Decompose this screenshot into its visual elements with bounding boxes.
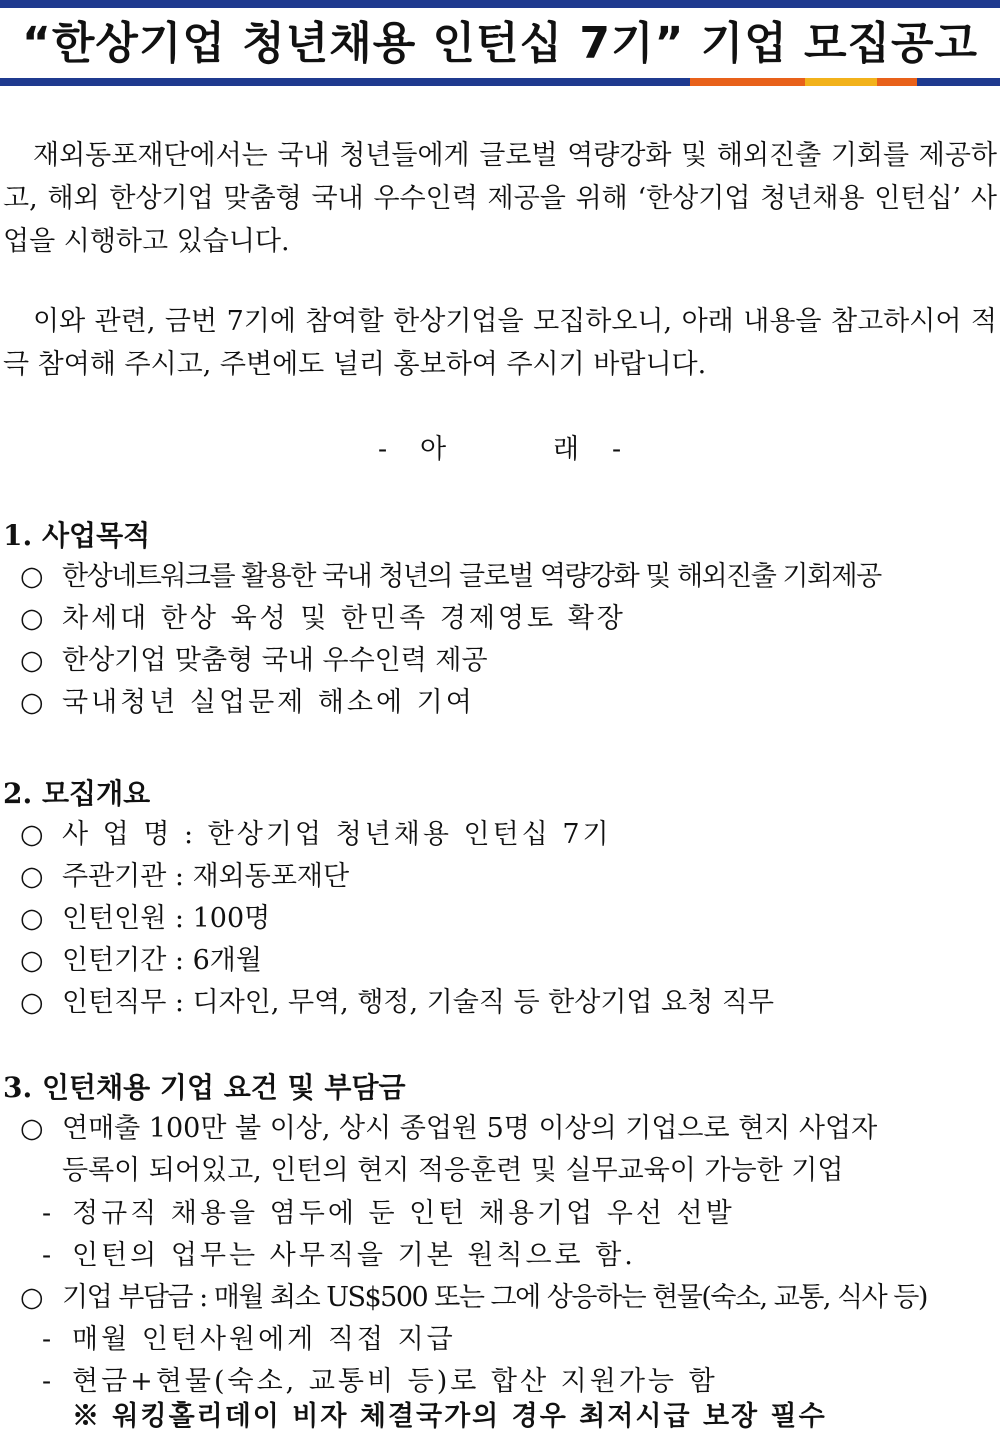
intro-paragraph-1 [3, 134, 997, 263]
sub-item [0, 1319, 1000, 1361]
bullet-circle-icon: ○ [20, 903, 44, 934]
intro-paragraph-2 [3, 300, 997, 386]
dash-marker: - [42, 1324, 52, 1355]
list-item [0, 940, 1000, 982]
bullet-circle-icon: ○ [20, 1113, 44, 1144]
sub-item-text: 인턴의 업무는 사무직을 기본 원칙으로 함. [72, 1240, 636, 1271]
sub-item-text: 정규직 채용을 염두에 둔 인턴 채용기업 우선 선발 [72, 1198, 735, 1229]
notice-heading [0, 428, 1000, 471]
bullet-circle-icon: ○ [20, 687, 44, 718]
note-text: ※ 워킹홀리데이 비자 체결국가의 경우 최저시급 보장 필수 [72, 1401, 827, 1432]
underline-orange-segment [690, 78, 805, 86]
bullet-circle-icon: ○ [20, 645, 44, 676]
list-item-text: 인턴기간 : 6개월 [62, 945, 262, 976]
underline-navy-segment-2 [917, 78, 1000, 86]
section-1-title: 1. 사업목적 [3, 519, 151, 552]
sub-item [0, 1193, 1000, 1235]
list-item-text: 국내청년 실업문제 해소에 기여 [62, 687, 475, 718]
intro-text-1: 재외동포재단에서는 국내 청년들에게 글로벌 역량강화 및 해외진출 기회를 제공하고, 해외 한상기업 맞춤형 국내 우수인력 제공을 위해 ‘한상기업 청년채용 인턴십’ 사업을 시행하고 있습니다. [3, 140, 997, 257]
list-item [0, 982, 1000, 1024]
underline-yellow-segment [805, 78, 877, 86]
underline-orange-segment-2 [877, 78, 917, 86]
note-line [0, 1396, 1000, 1438]
bullet-circle-icon: ○ [20, 819, 44, 850]
sub-item-text: 현금+현물(숙소, 교통비 등)로 합산 지원가능 함 [72, 1366, 718, 1397]
dash-marker: - [42, 1366, 52, 1397]
list-item-text: 사 업 명 : 한상기업 청년채용 인턴십 7기 [62, 819, 612, 850]
notice-left-dash: - [378, 434, 388, 465]
requirement-text-line-1: 연매출 100만 불 이상, 상시 종업원 5명 이상의 기업으로 현지 사업자 [62, 1113, 878, 1144]
bullet-circle-icon: ○ [20, 945, 44, 976]
section-2-title: 2. 모집개요 [3, 777, 151, 810]
bullet-circle-icon: ○ [20, 561, 43, 592]
list-item-text: 인턴인원 : 100명 [62, 903, 271, 934]
list-item-text: 인턴직무 : 디자인, 무역, 행정, 기술직 등 한상기업 요청 직무 [62, 987, 774, 1018]
section-3-title: 3. 인턴채용 기업 요건 및 부담금 [3, 1071, 406, 1104]
bullet-circle-icon: ○ [20, 987, 44, 1018]
list-item [0, 682, 1000, 724]
list-item [0, 814, 1000, 856]
notice-right-dash: - [612, 434, 622, 465]
fee-text: 기업 부담금 : 매월 최소 US$500 또는 그에 상응하는 현물(숙소, 교통, 식사 등) [62, 1282, 927, 1313]
list-item [0, 856, 1000, 898]
list-item-text: 한상네트워크를 활용한 국내 청년의 글로벌 역량강화 및 해외진출 기회제공 [62, 561, 881, 592]
list-item [0, 598, 1000, 640]
title-underline [0, 78, 1000, 86]
list-item [0, 640, 1000, 682]
dash-marker: - [42, 1240, 52, 1271]
page-title: “한상기업 청년채용 인턴십 7기” 기업 모집공고 [21, 18, 979, 69]
bullet-circle-icon: ○ [20, 603, 44, 634]
bullet-circle-icon: ○ [20, 1282, 43, 1313]
list-item-continuation [0, 1150, 1000, 1192]
list-item [0, 898, 1000, 940]
notice-char-rae: 래 [553, 434, 580, 465]
requirement-text-line-2: 등록이 되어있고, 인턴의 현지 적응훈련 및 실무교육이 가능한 기업 [62, 1155, 844, 1186]
sub-item [0, 1235, 1000, 1277]
list-item-text: 주관기관 : 재외동포재단 [62, 861, 350, 892]
list-item [0, 1277, 1000, 1319]
top-rule [0, 0, 1000, 8]
notice-char-a: 아 [420, 434, 447, 465]
list-item-text: 한상기업 맞춤형 국내 우수인력 제공 [62, 645, 488, 676]
underline-navy-segment [0, 78, 690, 86]
list-item [0, 556, 1000, 598]
sub-item-text: 매월 인턴사원에게 직접 지급 [72, 1324, 456, 1355]
list-item [0, 1108, 1000, 1150]
dash-marker: - [42, 1198, 52, 1229]
intro-text-2: 이와 관련, 금번 7기에 참여할 한상기업을 모집하오니, 아래 내용을 참고하시어 적극 참여해 주시고, 주변에도 널리 홍보하여 주시기 바랍니다. [3, 306, 997, 380]
bullet-circle-icon: ○ [20, 861, 44, 892]
list-item-text: 차세대 한상 육성 및 한민족 경제영토 확장 [62, 603, 626, 634]
